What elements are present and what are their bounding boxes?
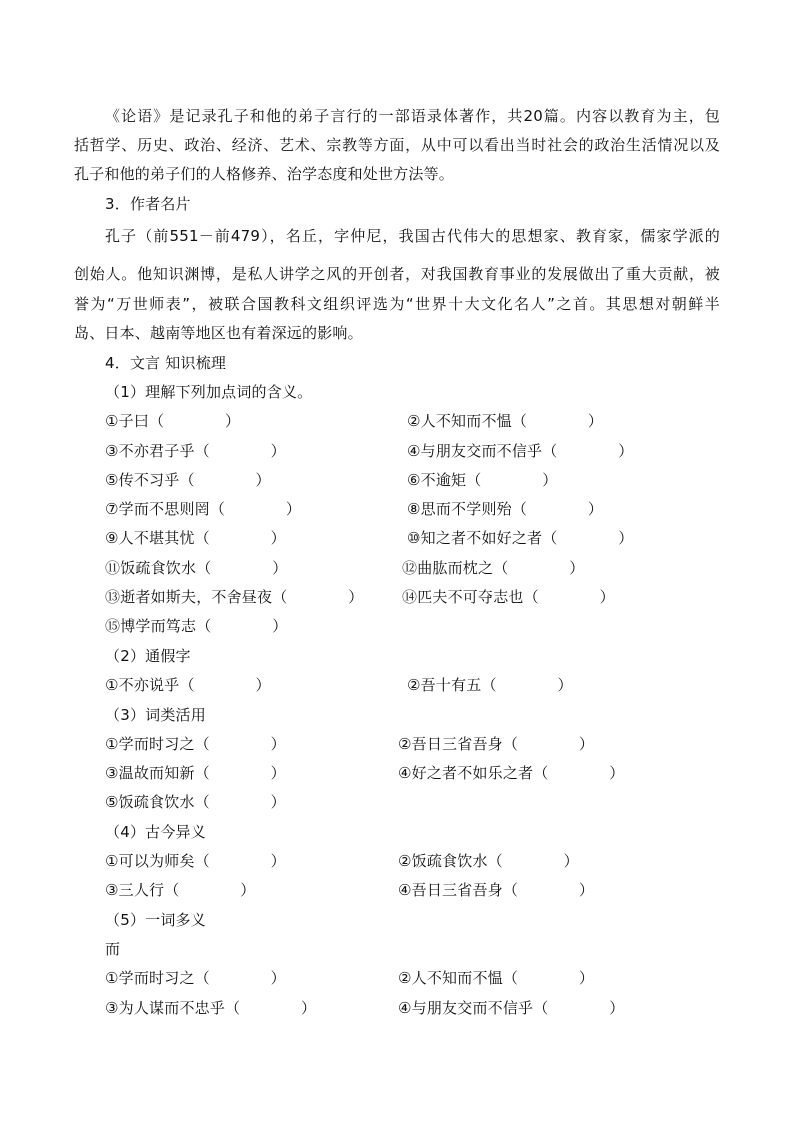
section-3-heading: （3）词类活用 xyxy=(105,706,206,724)
s1-item-7: ⑦学而不思则罔（ ） xyxy=(105,500,302,518)
s1-item-3: ③不亦君子乎（ ） xyxy=(105,442,286,460)
s1-item-9: ⑨人不堪其忧（ ） xyxy=(105,529,286,547)
author-line-3: 誉为“万世师表”，被联合国教科文组织评选为“世界十大文化名人”之首。其思想对朝鲜半 xyxy=(74,295,720,313)
s1-item-14: ⑭匹夫不可夺志也（ ） xyxy=(402,588,615,606)
section-4-heading: （4）古今异义 xyxy=(105,823,206,841)
s1-item-5: ⑤传不习乎（ ） xyxy=(105,471,271,489)
author-line-1: 孔子（前551－前479），名丘，字仲尼，我国古代伟大的思想家、教育家，儒家学派的 xyxy=(105,227,720,245)
s1-item-13: ⑬逝者如斯夫，不舍昼夜（ ） xyxy=(105,588,364,606)
knowledge-heading: 4．文言 知识梳理 xyxy=(105,354,227,372)
s2-item-1: ①不亦说乎（ ） xyxy=(105,676,271,694)
s3-item-5: ⑤饭疏食饮水（ ） xyxy=(105,793,286,811)
s1-item-11: ⑪饭疏食饮水（ ） xyxy=(105,559,288,577)
s4-item-2: ②饭疏食饮水（ ） xyxy=(398,852,579,870)
s3-item-1: ①学而时习之（ ） xyxy=(105,735,286,753)
s1-item-2: ②人不知而不愠（ ） xyxy=(407,412,604,430)
s5-item-3: ③为人谋而不忠乎（ ） xyxy=(105,999,317,1017)
s5-item-2: ②人不知而不愠（ ） xyxy=(398,969,595,987)
s5-word: 而 xyxy=(105,940,121,958)
s4-item-3: ③三人行（ ） xyxy=(105,881,256,899)
s2-item-2: ②吾十有五（ ） xyxy=(407,676,573,694)
intro-line-1: 《论语》是记录孔子和他的弟子言行的一部语录体著作，共20篇。内容以教育为主，包 xyxy=(105,107,720,125)
s3-item-3: ③温故而知新（ ） xyxy=(105,764,286,782)
section-1-heading: （1）理解下列加点词的含义。 xyxy=(105,383,313,401)
s5-item-4: ④与朋友交而不信乎（ ） xyxy=(398,999,625,1017)
s1-item-8: ⑧思而不学则殆（ ） xyxy=(407,500,604,518)
s1-item-6: ⑥不逾矩（ ） xyxy=(407,471,558,489)
intro-line-2: 括哲学、历史、政治、经济、艺术、宗教等方面，从中可以看出当时社会的政治生活情况以及 xyxy=(74,136,720,154)
s1-item-4: ④与朋友交而不信乎（ ） xyxy=(407,442,634,460)
section-2-heading: （2）通假字 xyxy=(105,647,191,665)
author-line-4: 岛、日本、越南等地区也有着深远的影响。 xyxy=(74,324,363,342)
s5-item-1: ①学而时习之（ ） xyxy=(105,969,286,987)
s1-item-1: ①子曰（ ） xyxy=(105,412,241,430)
intro-line-3: 孔子和他的弟子们的人格修养、治学态度和处世方法等。 xyxy=(74,165,455,183)
s3-item-2: ②吾日三省吾身（ ） xyxy=(398,735,595,753)
s1-item-10: ⑩知之者不如好之者（ ） xyxy=(407,529,634,547)
author-line-2: 创始人。他知识渊博，是私人讲学之风的开创者，对我国教育事业的发展做出了重大贡献，被 xyxy=(74,265,720,283)
s4-item-4: ④吾日三省吾身（ ） xyxy=(398,881,595,899)
author-heading: 3．作者名片 xyxy=(105,195,191,213)
s3-item-4: ④好之者不如乐之者（ ） xyxy=(398,764,625,782)
section-5-heading: （5）一词多义 xyxy=(105,911,206,929)
s1-item-15: ⑮博学而笃志（ ） xyxy=(105,617,288,635)
s4-item-1: ①可以为师矣（ ） xyxy=(105,852,286,870)
s1-item-12: ⑫曲肱而枕之（ ） xyxy=(402,559,585,577)
